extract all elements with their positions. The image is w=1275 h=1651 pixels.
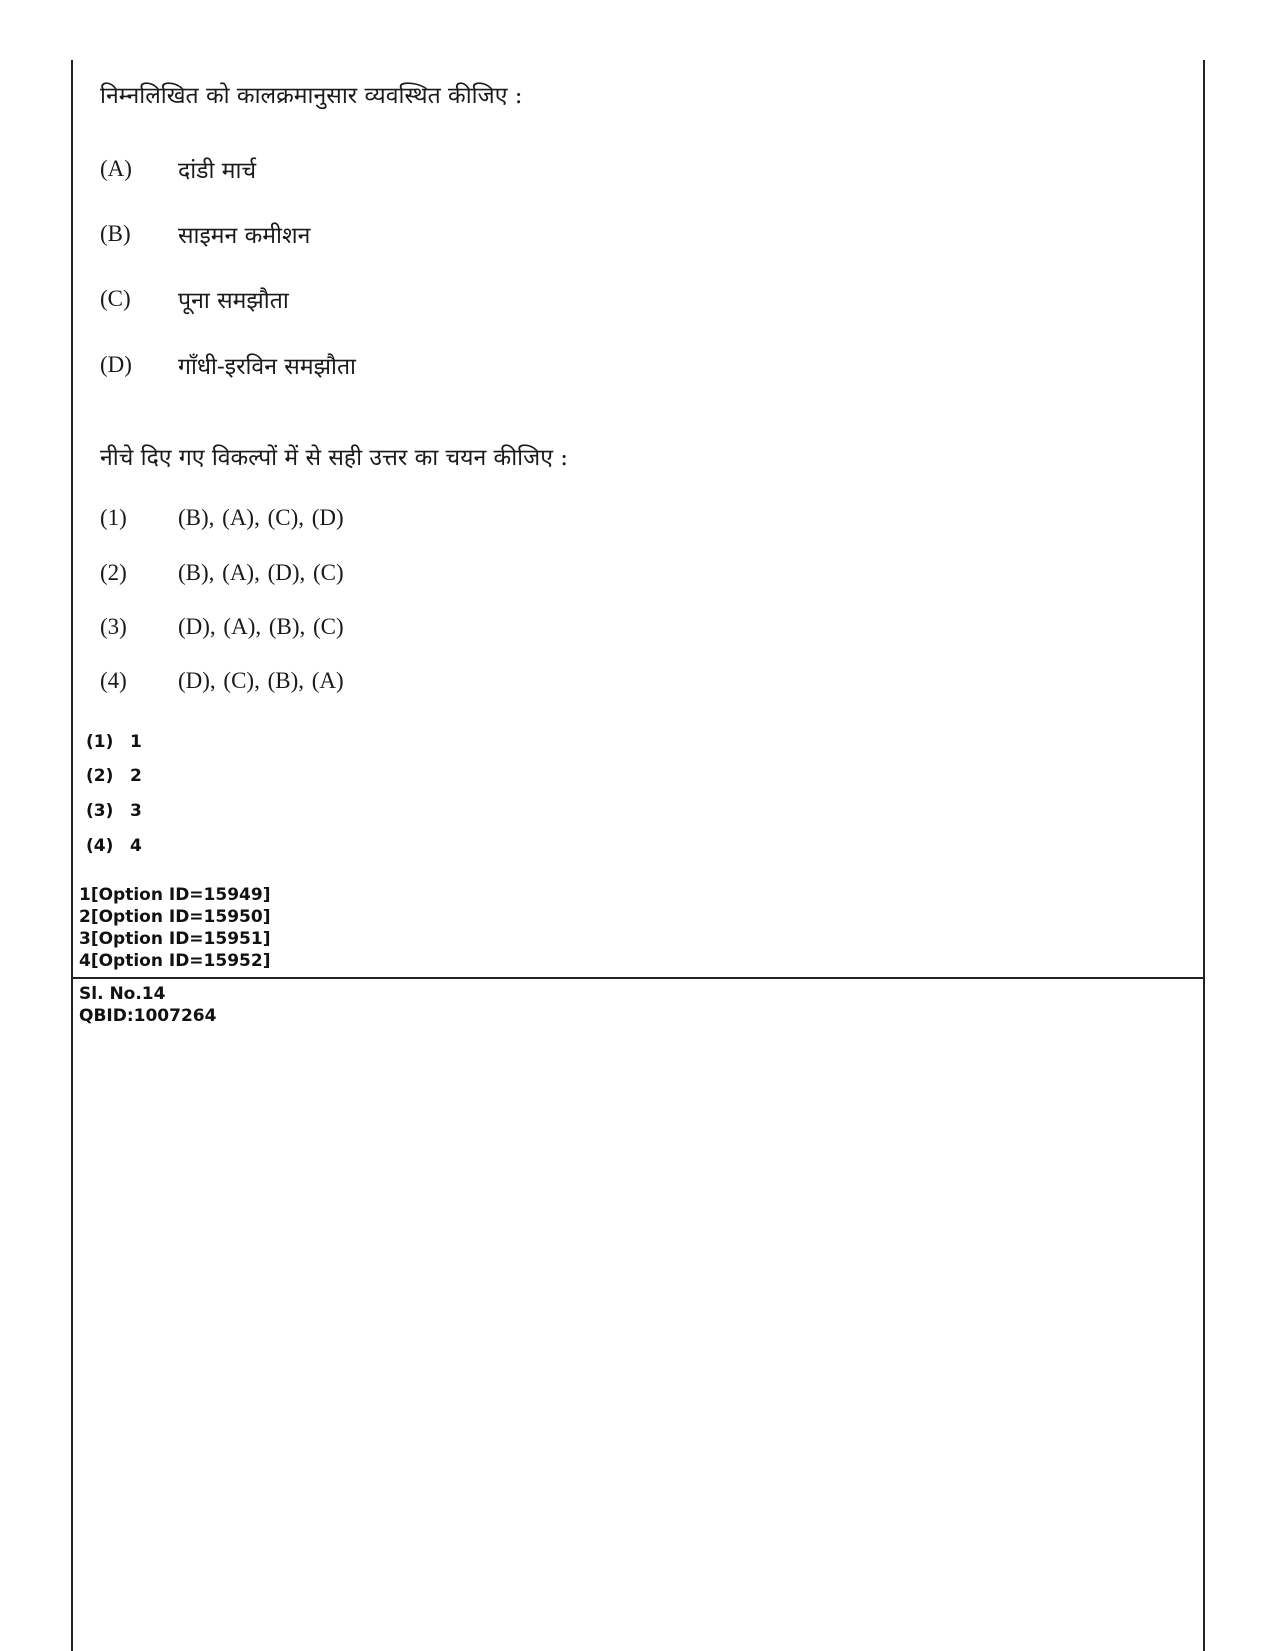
item-text-c: पूना समझौता [178,288,289,314]
answer-option-value: 4 [130,836,142,856]
question-separator [71,977,1205,979]
page-frame-right-border [1203,60,1205,1651]
option-id-2: 2[Option ID=15950] [79,907,271,927]
answer-option-label: (1) [86,732,114,752]
option-id-4: 4[Option ID=15952] [79,951,271,971]
item-label-b: (B) [100,221,131,246]
item-label-d: (D) [100,352,132,377]
choose-prompt: नीचे दिए गए विकल्पों में से सही उत्तर का चयन कीजिए : [100,445,568,471]
item-text-a: दांडी मार्च [178,158,257,184]
choice-label-4: (4) [100,668,127,693]
item-text-b: साइमन कमीशन [178,223,311,249]
answer-option-2 [86,766,142,786]
answer-option-1 [86,732,142,752]
answer-option-3 [86,801,142,821]
choice-text-4: (D), (C), (B), (A) [178,668,344,693]
answer-option-value: 1 [130,732,142,752]
answer-option-4 [86,836,142,856]
choice-label-1: (1) [100,505,127,530]
answer-option-label: (2) [86,766,114,786]
option-id-1: 1[Option ID=15949] [79,885,271,905]
choice-label-2: (2) [100,560,127,585]
answer-option-label: (4) [86,836,114,856]
choice-label-3: (3) [100,614,127,639]
answer-option-value: 2 [130,766,142,786]
option-id-3: 3[Option ID=15951] [79,929,271,949]
item-label-a: (A) [100,156,132,181]
item-text-d: गाँधी-इरविन समझौता [178,354,357,380]
answer-option-label: (3) [86,801,114,821]
choice-text-3: (D), (A), (B), (C) [178,614,344,639]
question-instruction: निम्नलिखित को कालक्रमानुसार व्यवस्थित कीजिए : [100,83,523,109]
page-frame-left-border [71,60,73,1651]
choice-text-2: (B), (A), (D), (C) [178,560,344,585]
item-label-c: (C) [100,286,131,311]
next-question-qbid: QBID:1007264 [79,1006,217,1026]
choice-text-1: (B), (A), (C), (D) [178,505,344,530]
next-question-serial: Sl. No.14 [79,984,166,1004]
answer-option-value: 3 [130,801,142,821]
